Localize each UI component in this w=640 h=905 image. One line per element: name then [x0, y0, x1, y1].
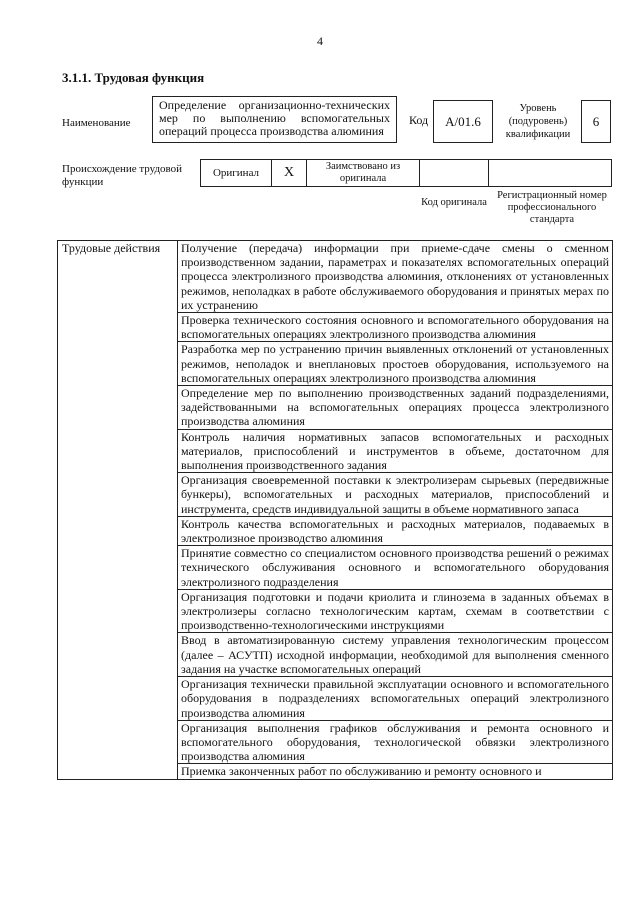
- page-number: 4: [317, 34, 323, 48]
- labor-action-item: Определение мер по выполнению производственных заданий подразделениями, задействованными на вспомогательных операциях процесса электролизного производства алюминия: [178, 386, 613, 430]
- labor-action-item: Контроль наличия нормативных запасов вспомогательных и расходных материалов, приспособлений и инструментов в объеме, достаточном для выполнения производственного задания: [178, 429, 613, 473]
- labor-action-item: Организация технически правильной эксплуатации основного и вспомогательного оборудования в подразделениях вспомогательных операций электролизного производства алюминия: [178, 677, 613, 721]
- function-code-value: А/01.6: [445, 113, 481, 129]
- original-mark: X: [283, 165, 295, 180]
- labor-action-item: Организация выполнения графиков обслуживания и ремонта основного и вспомогательного оборудования, технологической обвязки электролизного производства алюминия: [178, 720, 613, 764]
- name-label: Наименование: [62, 117, 131, 129]
- section-title: 3.1.1. Трудовая функция: [62, 70, 205, 85]
- origin-code-caption: Код оригинала: [421, 197, 487, 208]
- labor-actions-table: [57, 240, 613, 780]
- labor-action-item: Получение (передача) информации при приеме-сдаче смены о сменном производственном задании, параметрах и показателях вспомогательных операций процесса электролизного производства алюминия, отклонениях от установленных режимов, неполадках в работе обслуживаемого оборудования и принятых мерах по их устранению: [178, 241, 613, 313]
- function-name-value: Определение организационно-технических мер по выполнению вспомогательных операций процесса производства алюминия: [159, 98, 390, 138]
- borrowed-cell: [306, 159, 420, 187]
- labor-actions-header: Трудовые действия: [58, 241, 178, 780]
- original-mark-cell: [271, 159, 307, 187]
- function-name-box: [152, 96, 397, 143]
- level-box: [581, 100, 611, 143]
- labor-action-item: Разработка мер по устранению причин выявленных отклонений от установленных режимов, неполадок и внеплановых простоев оборудования, используемого на вспомогательных операциях электролизного производства алюминия: [178, 342, 613, 386]
- origin-label: Происхождение трудовой функции: [62, 163, 183, 188]
- labor-action-item: Принятие совместно со специалистом основного производства решений о режимах технического обслуживания основного и вспомогательного оборудования электролизного подразделения: [178, 546, 613, 590]
- level-label: Уровень (подуровень) квалификации: [505, 103, 571, 140]
- labor-action-item: Организация своевременной поставки к электролизерам сырьевых (передвижные бункеры), вспомогательных и расходных материалов, приспособлений и инструмента, средств индивидуальной защиты в объеме нормативного запаса: [178, 473, 613, 517]
- table-row: [58, 241, 613, 313]
- labor-action-item: Контроль качества вспомогательных и расходных материалов, подаваемых в электролизное производство алюминия: [178, 516, 613, 545]
- original-label: Оригинал: [212, 166, 260, 179]
- borrowed-label: Заимствовано из оригинала: [325, 161, 401, 184]
- labor-action-item: Проверка технического состояния основного и вспомогательного оборудования на вспомогательных операциях электролизного производства алюминия: [178, 313, 613, 342]
- labor-action-item: Ввод в автоматизированную систему управления технологическим процессом (далее – АСУТП) исходной информации, необходимой для выполнения сменного задания на участке вспомогательных операций: [178, 633, 613, 677]
- labor-action-item: Организация подготовки и подачи криолита и глинозема в заданных объемах в электролизеры согласно технологическим картам, схемам в соответствии с производственно-технологическими инструкциями: [178, 589, 613, 633]
- labor-action-item: Приемка законченных работ по обслуживанию и ремонту основного и: [178, 764, 613, 779]
- code-label: Код: [409, 113, 429, 127]
- registration-number-caption: Регистрационный номер профессионального стандарта: [497, 190, 607, 225]
- origin-code-cell: [419, 159, 489, 187]
- level-value: 6: [592, 113, 600, 129]
- original-cell: [200, 159, 272, 187]
- function-code-box: [433, 100, 493, 143]
- registration-number-cell: [488, 159, 612, 187]
